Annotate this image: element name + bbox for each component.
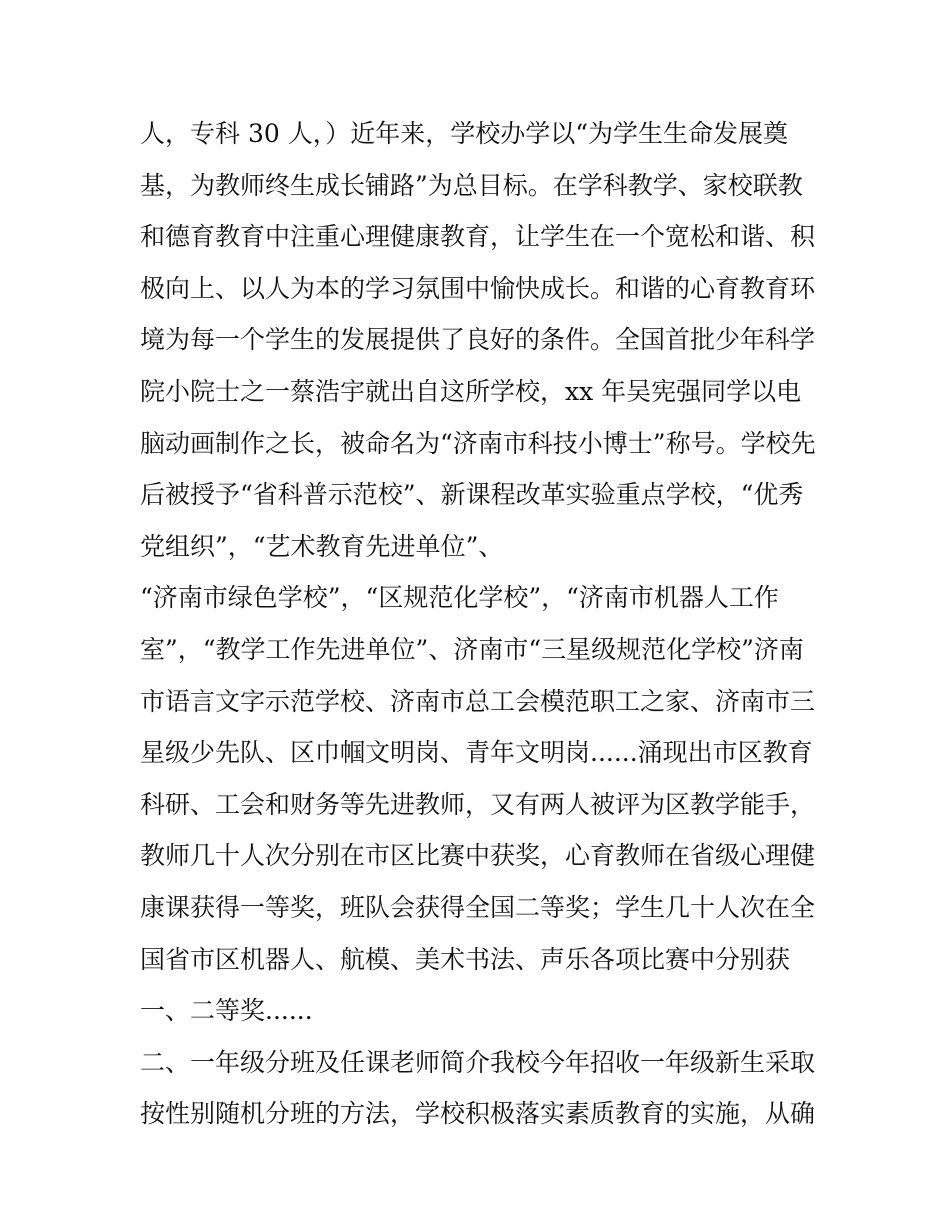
text-line: 按性别随机分班的方法，学校积极落实素质教育的实施，从确 (140, 1099, 816, 1129)
text-line: 国省市区机器人、航模、美术书法、声乐各项比赛中分别获 (140, 944, 791, 974)
text-line: 人，专科 30 人，）近年来，学校办学以“为学生生命发展奠 (140, 119, 788, 148)
body-text (140, 108, 820, 1140)
text-line: 室”，“教学工作先进单位”、济南市“三星级规范化学校”济南 (140, 634, 804, 664)
text-line: 党组织”，“艺术教育先进单位”、 (140, 531, 504, 561)
text-line: 科研、工会和财务等先进教师，又有两人被评为区教学能手， (140, 789, 816, 819)
text-line: “济南市绿色学校”，“区规范化学校”，“济南市机器人工作 (140, 583, 779, 613)
text-line: 市语言文字示范学校、济南市总工会模范职工之家、济南市三 (140, 686, 816, 716)
text-line: 二、一年级分班及任课老师简介我校今年招收一年级新生采取 (140, 1047, 816, 1077)
text-line: 教师几十人次分别在市区比赛中获奖，心育教师在省级心理健 (140, 841, 816, 871)
text-line: 极向上、以人为本的学习氛围中愉快成长。和谐的心育教育环 (140, 273, 816, 303)
text-line: 一、二等奖...... (140, 996, 313, 1026)
text-line: 后被授予“省科普示范校”、新课程改革实验重点学校，“优秀 (140, 480, 804, 510)
text-line: 院小院士之一蔡浩宇就出自这所学校，xx 年吴宪强同学以电 (140, 376, 802, 406)
text-line: 境为每一个学生的发展提供了良好的条件。全国首批少年科学 (140, 325, 816, 355)
text-line: 基，为教师终生成长铺路”为总目标。在学科教学、家校联教 (140, 170, 803, 200)
text-line: 脑动画制作之长，被命名为“济南市科技小博士”称号。学校先 (140, 428, 816, 458)
text-line: 康课获得一等奖，班队会获得全国二等奖；学生几十人次在全 (140, 892, 816, 922)
text-line: 星级少先队、区巾帼文明岗、青年文明岗......涌现出市区教育 (140, 738, 813, 768)
text-line: 和德育教育中注重心理健康教育，让学生在一个宽松和谐、积 (140, 222, 816, 252)
